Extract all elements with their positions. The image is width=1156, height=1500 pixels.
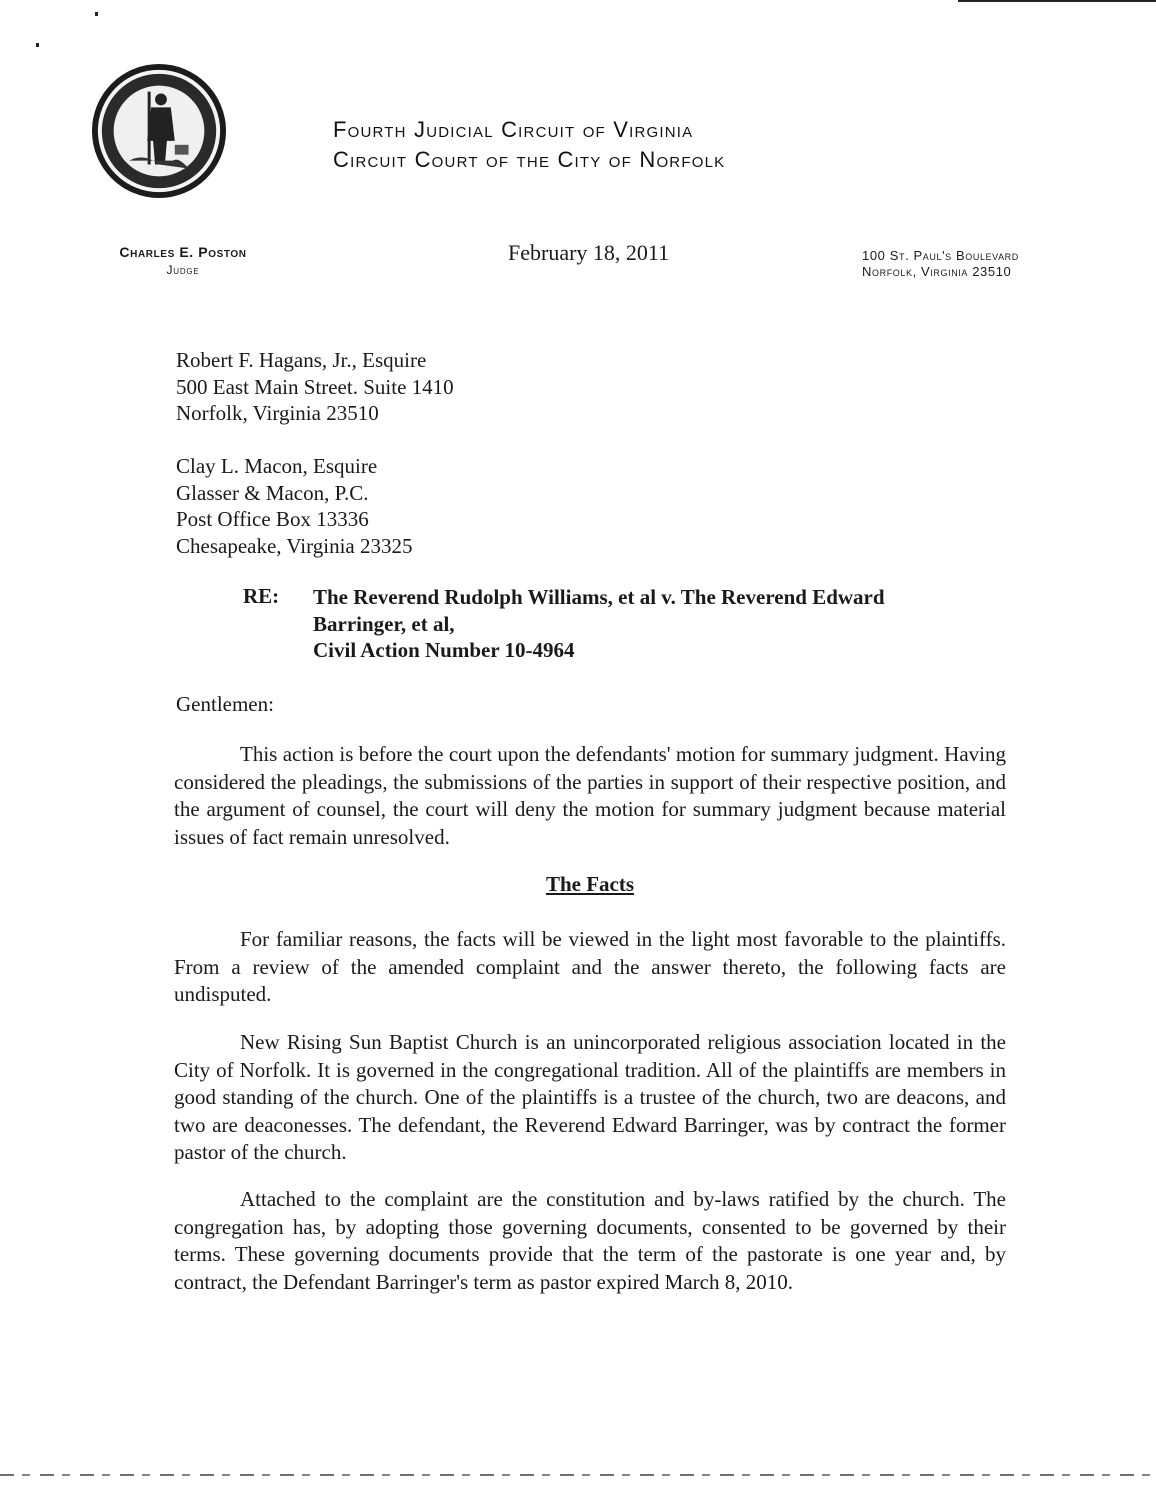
letter-date: February 18, 2011	[508, 240, 670, 265]
court-name-line-2: Circuit Court of the City of Norfolk	[333, 147, 726, 172]
body-paragraph: Attached to the complaint are the constitution and by-laws ratified by the church. The congregation has, by adopting those governing documents, consented to be governed by their terms. These governing documents provide that the term of the pastorate is one year and, by contract, the Defendant Barringer's term as pastor expired March 8, 2010.	[174, 1187, 1006, 1294]
scan-speck	[95, 12, 98, 16]
judge-name: Charles E. Poston	[119, 244, 247, 260]
body-paragraph: For familiar reasons, the facts will be viewed in the light most favorable to the plaintiffs. From a review of the amended complaint and the answer thereto, the following facts are undisputed.	[174, 927, 1006, 1006]
recipient-address-line: Chesapeake, Virginia 23325	[176, 533, 413, 558]
virginia-seal-icon	[90, 62, 228, 200]
scan-speck	[36, 43, 39, 47]
recipient-name: Clay L. Macon, Esquire	[176, 454, 378, 478]
court-address	[862, 248, 1082, 280]
body-paragraph: This action is before the court upon the defendants' motion for summary judgment. Having considered the pleadings, the submissions of the parties in support of their respective position, and the argument of counsel, the court will deny the motion for summary judgment because material issues of fact remain unresolved.	[174, 742, 1006, 849]
scan-bottom-rule	[0, 1474, 1156, 1476]
scan-top-rule	[958, 0, 1156, 2]
recipient-address	[176, 347, 454, 427]
recipient-address-line: 500 East Main Street. Suite 1410	[176, 374, 454, 399]
case-number: Civil Action Number 10-4964	[313, 638, 575, 662]
recipient-name: Robert F. Hagans, Jr., Esquire	[176, 348, 427, 372]
case-caption-line: The Reverend Rudolph Williams, et al v. The Reverend Edward	[313, 585, 885, 609]
recipient-address-line: Post Office Box 13336	[176, 507, 369, 531]
body-paragraph: New Rising Sun Baptist Church is an unincorporated religious association located in the City of Norfolk. It is governed in the congregational tradition. All of the plaintiffs are members in good standing of the church. One of the plaintiffs is a trustee of the church, two are deacons, and two are deaconesses. The defendant, the Reverend Edward Barringer, was by contract the former pastor of the church.	[174, 1030, 1006, 1164]
recipient-address	[176, 453, 413, 559]
court-address-line-2: Norfolk, Virginia 23510	[862, 264, 1012, 279]
court-address-line-1: 100 St. Paul's Boulevard	[862, 248, 1019, 263]
judge-title: Judge	[166, 263, 200, 277]
case-caption	[313, 584, 885, 664]
recipient-address-line: Glasser & Macon, P.C.	[176, 480, 369, 505]
court-name-line-1: Fourth Judicial Circuit of Virginia	[333, 117, 694, 142]
case-caption-line: Barringer, et al,	[313, 611, 455, 636]
section-heading: The Facts	[545, 872, 635, 896]
recipient-address-line: Norfolk, Virginia 23510	[176, 401, 379, 425]
judge-block	[88, 244, 278, 277]
re-label: RE:	[243, 584, 280, 608]
salutation: Gentlemen:	[176, 692, 274, 716]
court-header	[333, 115, 893, 175]
